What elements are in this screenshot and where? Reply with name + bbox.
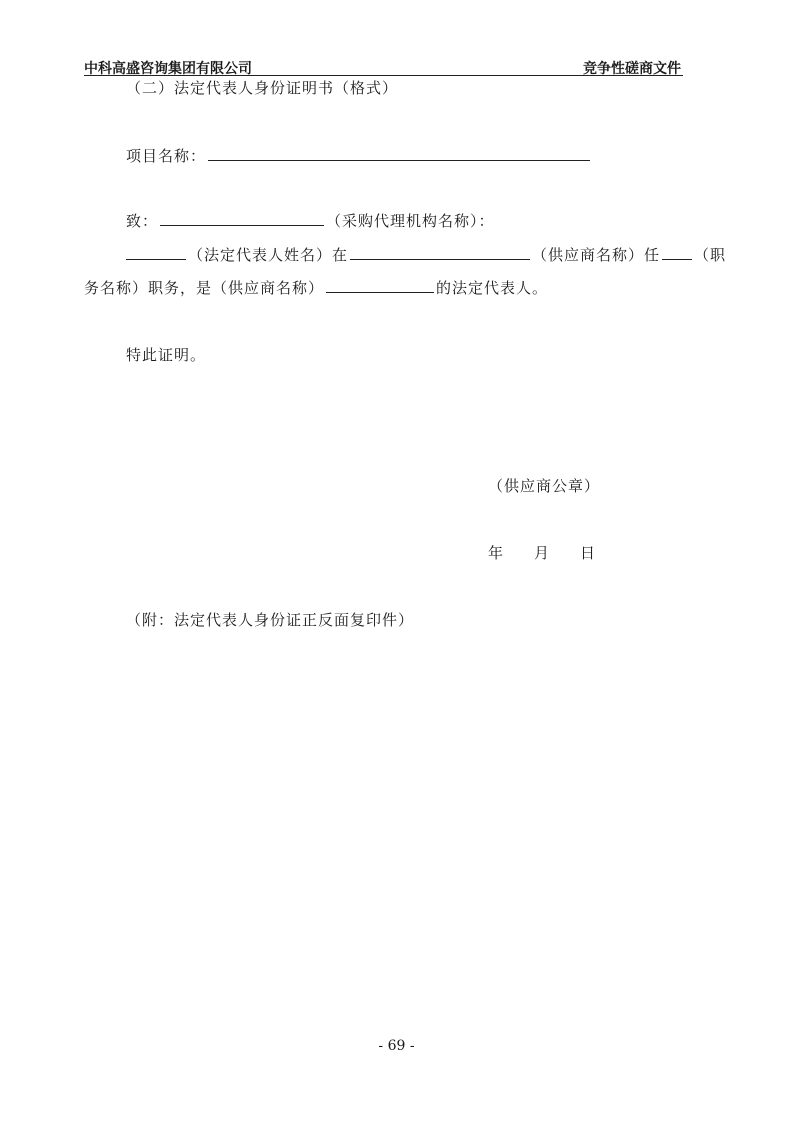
seal-text: （供应商公章） [488,477,601,495]
position-hint-end: 务名称）职务，是（供应商名称） [84,279,325,297]
header-doc-type: 竞争性磋商文件 [583,61,681,77]
to-label: 致： [126,212,159,230]
project-name-blank[interactable] [208,145,590,161]
page-number: - 69 - [378,1038,415,1054]
position-blank[interactable] [662,244,692,260]
date-line [488,542,596,563]
header-rule [84,75,683,76]
statement-row-1 [126,244,726,265]
section-title: （二）法定代表人身份证明书（格式） [126,79,399,97]
agency-name-blank[interactable] [160,210,324,226]
position-hint-start: （职 [694,246,727,264]
date-day: 日 [580,544,597,562]
project-name-label: 项目名称： [126,147,207,165]
addressee-row [126,210,495,231]
supplier-hint: （供应商名称）任 [532,246,661,264]
date-year: 年 [488,544,505,562]
rep-name-blank[interactable] [126,244,186,260]
date-month: 月 [534,544,551,562]
statement-row-2 [84,277,548,298]
project-name-row [126,145,592,166]
header-company: 中科高盛咨询集团有限公司 [84,61,252,77]
rep-name-hint: （法定代表人姓名）在 [188,246,349,264]
certify-text: 特此证明。 [126,346,207,364]
supplier-name-blank[interactable] [350,244,530,260]
agency-hint: （采购代理机构名称）： [326,212,495,230]
supplier-name-blank-2[interactable] [326,277,434,293]
attachment-note: （附：法定代表人身份证正反面复印件） [126,611,415,629]
legal-rep-suffix: 的法定代表人。 [436,279,549,297]
